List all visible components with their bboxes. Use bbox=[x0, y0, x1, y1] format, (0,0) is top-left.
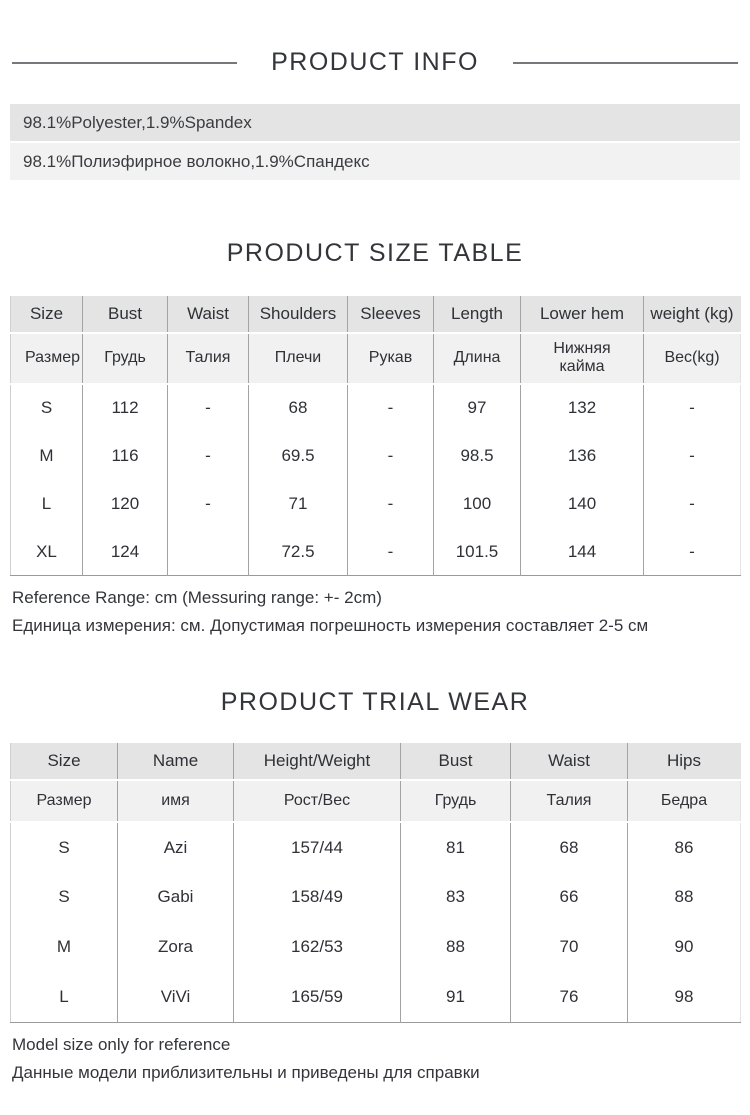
table-data-cell: - bbox=[644, 528, 741, 576]
table-data-cell: 71 bbox=[249, 480, 348, 528]
table-data-cell: M bbox=[11, 432, 83, 480]
table-data-cell: - bbox=[348, 528, 434, 576]
column-header-ru-cell: Рукав bbox=[348, 333, 434, 384]
column-header-ru-cell: Нижняя кайма bbox=[521, 333, 644, 384]
table-data-cell: - bbox=[348, 432, 434, 480]
table-data-cell: S bbox=[11, 384, 83, 432]
table-data-cell: Azi bbox=[118, 822, 234, 872]
column-header-ru-cell: Размер bbox=[11, 333, 83, 384]
column-header-en-row bbox=[11, 743, 741, 780]
table-data-cell: 72.5 bbox=[249, 528, 348, 576]
product-trial-wear-table bbox=[10, 743, 741, 1023]
column-header-ru-row bbox=[11, 780, 741, 822]
divider-line bbox=[12, 62, 237, 64]
table-data-cell: 157/44 bbox=[234, 822, 401, 872]
table-data-cell: - bbox=[644, 432, 741, 480]
table-data-cell: 76 bbox=[511, 972, 628, 1022]
table-data-cell: 91 bbox=[401, 972, 511, 1022]
size-note-ru: Единица измерения: см. Допустимая погрешность измерения составляет 2-5 см bbox=[12, 616, 649, 636]
table-data-cell: 88 bbox=[401, 922, 511, 972]
column-header-ru-cell: Талия bbox=[511, 780, 628, 822]
product-size-table bbox=[10, 296, 741, 576]
table-data-cell: 98.5 bbox=[434, 432, 521, 480]
table-data-cell: 68 bbox=[249, 384, 348, 432]
table-data-cell: 86 bbox=[628, 822, 741, 872]
table-data-row bbox=[11, 384, 741, 432]
product-info-header bbox=[12, 0, 738, 77]
page-title: PRODUCT INFO bbox=[271, 48, 479, 76]
column-header-en-cell: Length bbox=[434, 296, 521, 333]
table-data-cell: - bbox=[168, 432, 249, 480]
column-header-en-cell: Lower hem bbox=[521, 296, 644, 333]
table-data-cell: S bbox=[11, 872, 118, 922]
table-data-cell: 158/49 bbox=[234, 872, 401, 922]
table-data-cell: - bbox=[348, 480, 434, 528]
table-data-cell: S bbox=[11, 822, 118, 872]
table-data-row bbox=[11, 972, 741, 1022]
table-data-cell: 97 bbox=[434, 384, 521, 432]
column-header-en-cell: Hips bbox=[628, 743, 741, 780]
table-data-row bbox=[11, 432, 741, 480]
table-data-cell: 162/53 bbox=[234, 922, 401, 972]
table-data-cell: 81 bbox=[401, 822, 511, 872]
table-data-cell: 136 bbox=[521, 432, 644, 480]
column-header-en-cell: Size bbox=[11, 743, 118, 780]
trial-note-ru: Данные модели приблизительны и приведены для справки bbox=[12, 1062, 480, 1082]
column-header-ru-row bbox=[11, 333, 741, 384]
column-header-ru-cell: Бедра bbox=[628, 780, 741, 822]
table-data-cell: 88 bbox=[628, 872, 741, 922]
column-header-en-cell: Waist bbox=[511, 743, 628, 780]
column-header-en-cell: Bust bbox=[83, 296, 168, 333]
table-data-cell: - bbox=[644, 480, 741, 528]
table-data-cell: 116 bbox=[83, 432, 168, 480]
table-data-cell: XL bbox=[11, 528, 83, 576]
table-data-cell: ViVi bbox=[118, 972, 234, 1022]
column-header-ru-cell: Грудь bbox=[83, 333, 168, 384]
table-data-cell: 101.5 bbox=[434, 528, 521, 576]
trial-note-en: Model size only for reference bbox=[12, 1034, 231, 1054]
column-header-ru-cell: Рост/Вес bbox=[234, 780, 401, 822]
table-data-cell bbox=[168, 528, 249, 576]
table-data-cell: 165/59 bbox=[234, 972, 401, 1022]
column-header-ru-cell: Грудь bbox=[401, 780, 511, 822]
table-data-cell: L bbox=[11, 972, 118, 1022]
size-table-title: PRODUCT SIZE TABLE bbox=[226, 239, 524, 267]
table-data-cell: Gabi bbox=[118, 872, 234, 922]
table-data-cell: 68 bbox=[511, 822, 628, 872]
trial-wear-title: PRODUCT TRIAL WEAR bbox=[220, 688, 530, 717]
column-header-ru-cell: Длина bbox=[434, 333, 521, 384]
table-data-row bbox=[11, 822, 741, 872]
divider-line bbox=[513, 62, 738, 64]
column-header-ru-cell: Талия bbox=[168, 333, 249, 384]
table-data-cell: 120 bbox=[83, 480, 168, 528]
table-data-cell: 90 bbox=[628, 922, 741, 972]
column-header-en-cell: Sleeves bbox=[348, 296, 434, 333]
table-data-row bbox=[11, 922, 741, 972]
table-data-cell: L bbox=[11, 480, 83, 528]
table-data-cell: 112 bbox=[83, 384, 168, 432]
column-header-en-cell: Height/Weight bbox=[234, 743, 401, 780]
table-data-cell: 140 bbox=[521, 480, 644, 528]
column-header-en-row bbox=[11, 296, 741, 333]
column-header-en-cell: Size bbox=[11, 296, 83, 333]
table-data-cell: 70 bbox=[511, 922, 628, 972]
column-header-ru-cell: Вес(kg) bbox=[644, 333, 741, 384]
table-data-row bbox=[11, 480, 741, 528]
material-composition-ru: 98.1%Полиэфирное волокно,1.9%Спандекс bbox=[10, 143, 740, 180]
table-data-cell: 100 bbox=[434, 480, 521, 528]
table-data-row bbox=[11, 872, 741, 922]
material-composition-en: 98.1%Polyester,1.9%Spandex bbox=[10, 104, 740, 141]
column-header-en-cell: weight (kg) bbox=[644, 296, 741, 333]
column-header-en-cell: Shoulders bbox=[249, 296, 348, 333]
table-data-row bbox=[11, 528, 741, 576]
table-data-cell: 144 bbox=[521, 528, 644, 576]
table-data-cell: - bbox=[168, 384, 249, 432]
table-data-cell: 83 bbox=[401, 872, 511, 922]
table-data-cell: 69.5 bbox=[249, 432, 348, 480]
column-header-en-cell: Bust bbox=[401, 743, 511, 780]
size-note-en: Reference Range: cm (Messuring range: +- 2cm) bbox=[12, 588, 382, 608]
column-header-en-cell: Name bbox=[118, 743, 234, 780]
column-header-ru-cell: Размер bbox=[11, 780, 118, 822]
table-data-cell: 124 bbox=[83, 528, 168, 576]
table-data-cell: - bbox=[644, 384, 741, 432]
table-data-cell: 132 bbox=[521, 384, 644, 432]
column-header-ru-cell: имя bbox=[118, 780, 234, 822]
table-data-cell: Zora bbox=[118, 922, 234, 972]
table-data-cell: 98 bbox=[628, 972, 741, 1022]
column-header-en-cell: Waist bbox=[168, 296, 249, 333]
column-header-ru-cell: Плечи bbox=[249, 333, 348, 384]
table-data-cell: 66 bbox=[511, 872, 628, 922]
table-data-cell: - bbox=[168, 480, 249, 528]
table-data-cell: - bbox=[348, 384, 434, 432]
table-data-cell: M bbox=[11, 922, 118, 972]
